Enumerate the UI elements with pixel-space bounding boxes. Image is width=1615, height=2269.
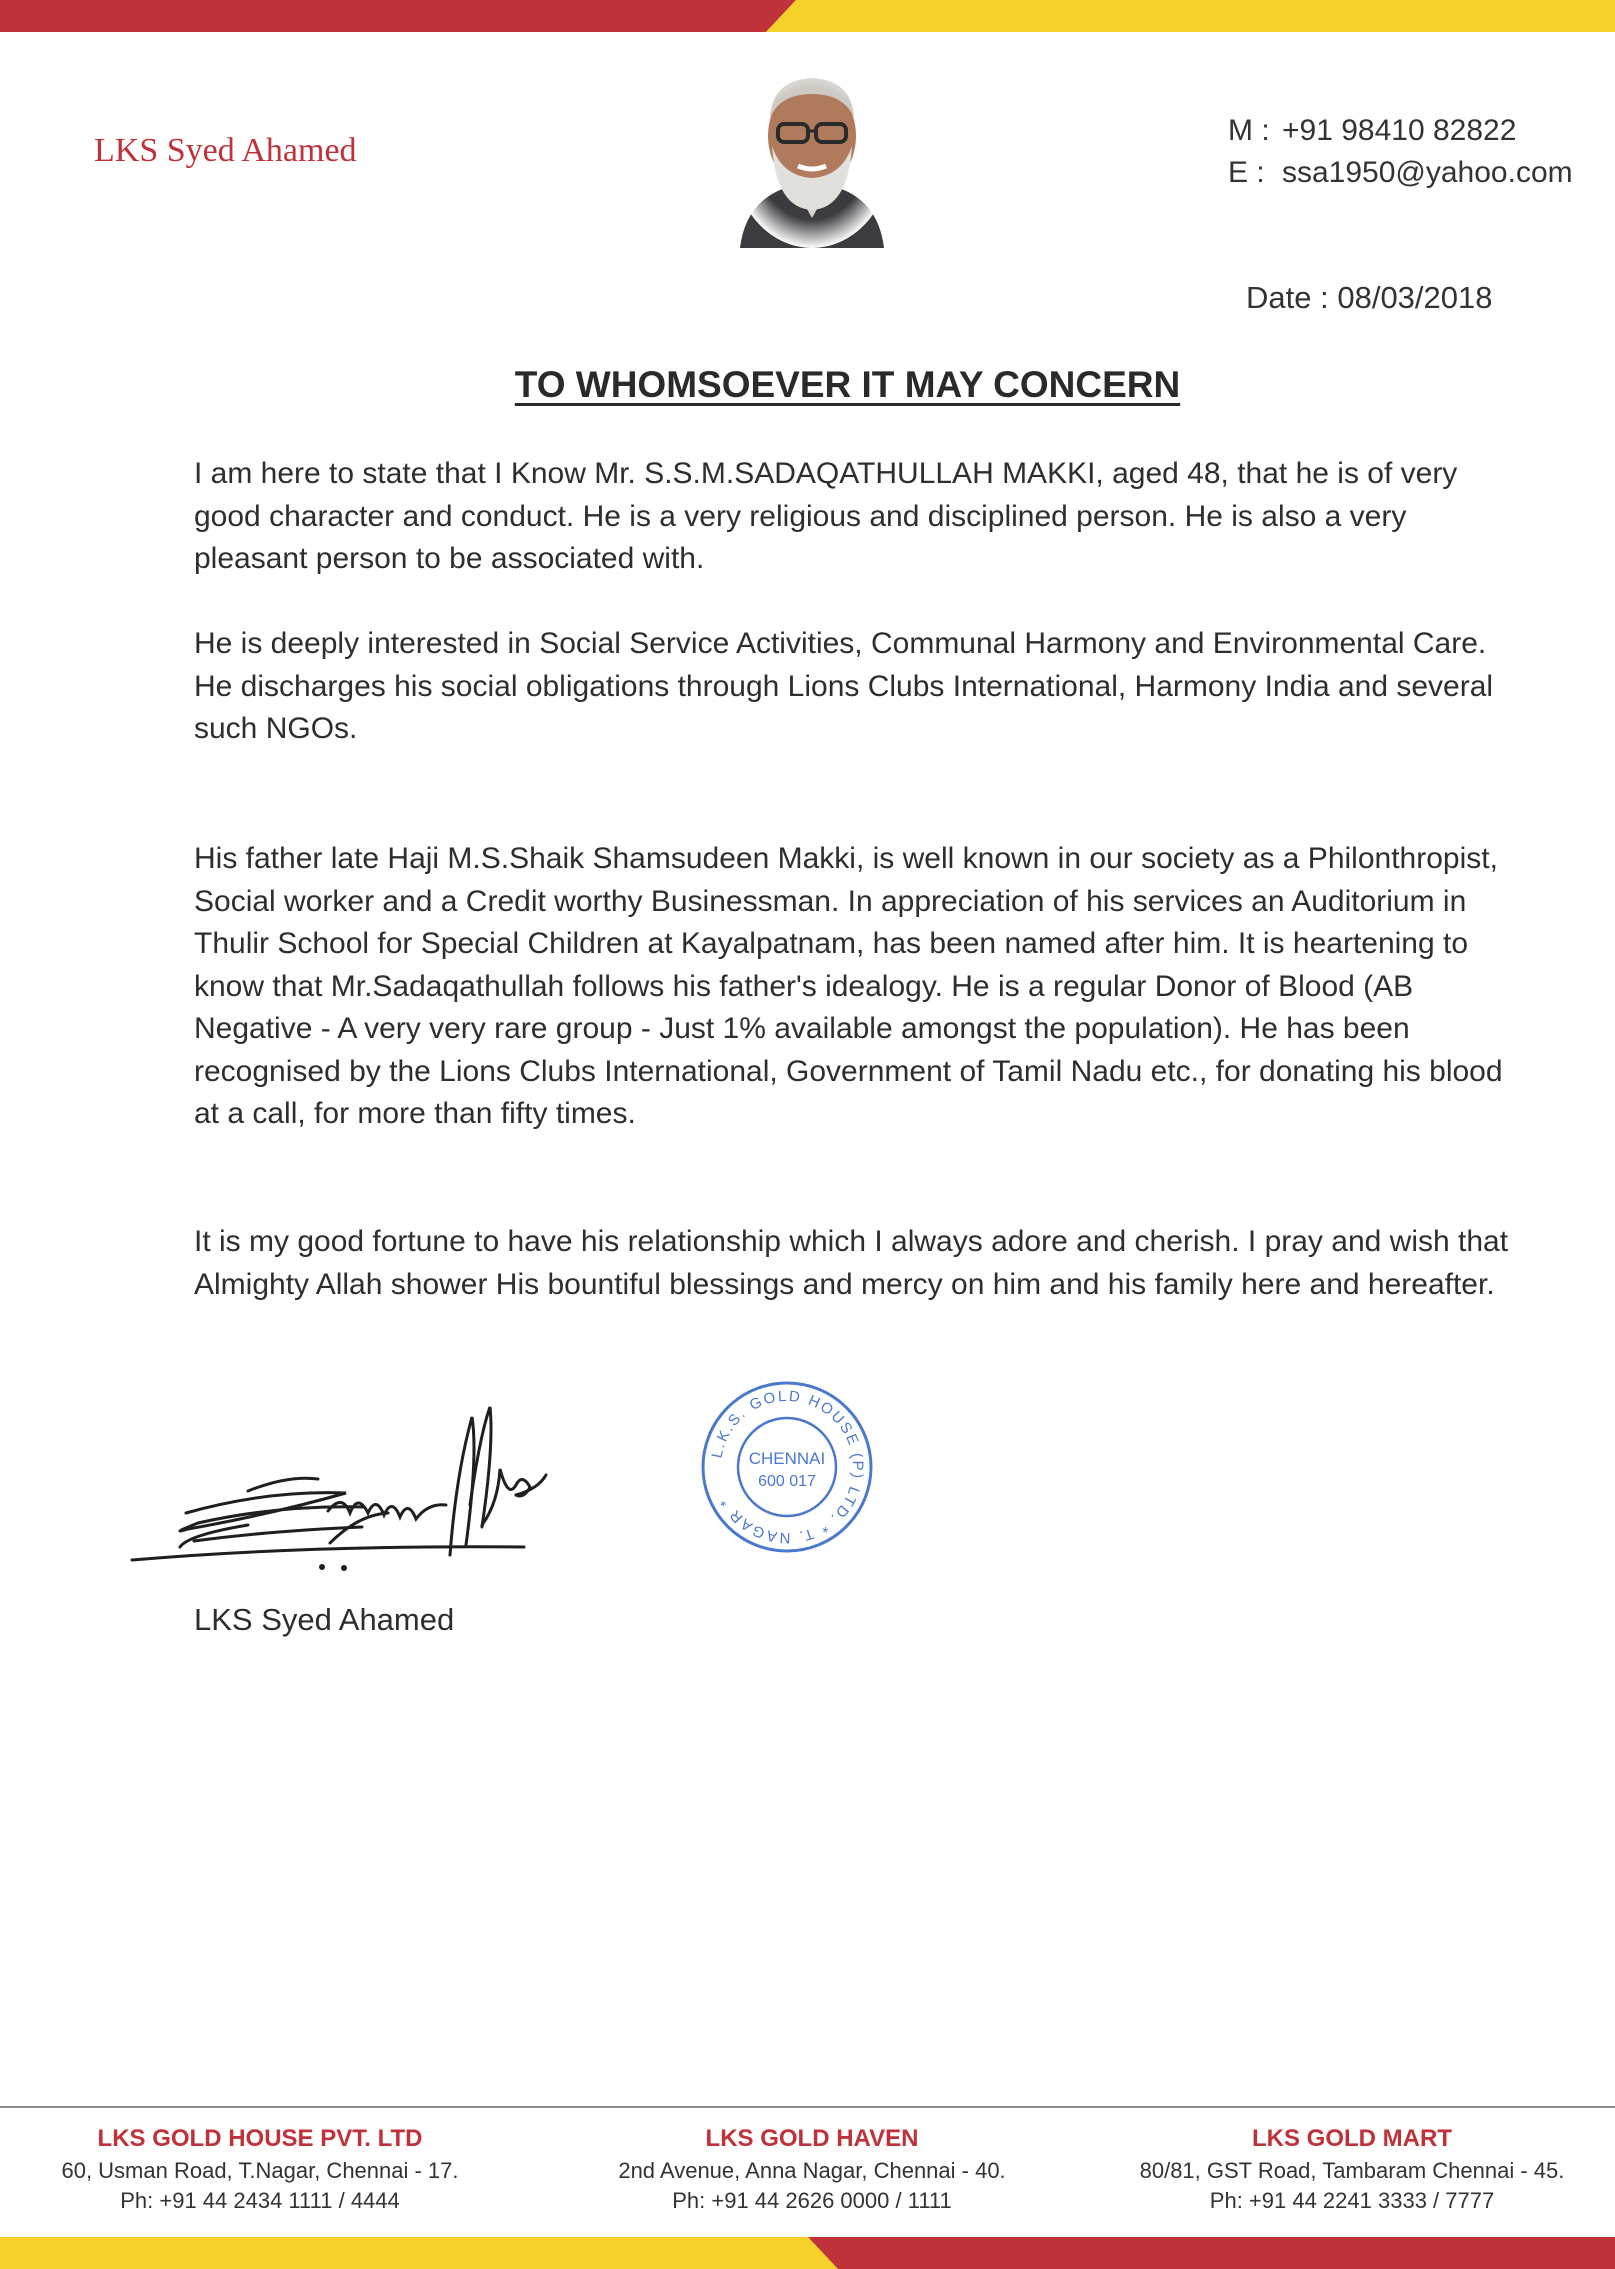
branch-name: LKS GOLD HOUSE PVT. LTD: [97, 2125, 423, 2152]
stamp-ring-text: L.K.S. GOLD HOUSE (P) LTD. * T. NAGAR *: [708, 1387, 867, 1547]
branch-phone: Ph: +91 44 2434 1111 / 4444: [120, 2188, 400, 2213]
branch-phone: Ph: +91 44 2626 0000 / 1111: [672, 2188, 952, 2213]
letter-heading: [0, 364, 1615, 406]
contact-block: [1228, 110, 1573, 194]
letterhead-name: LKS Syed Ahamed: [94, 132, 357, 169]
paragraph-social-service: He is deeply interested in Social Service Activities, Communal Harmony and Environmental Care. He discharges his social obligations through Lions Clubs International, Harmony India and several such NGOs.: [194, 627, 1494, 745]
email-address[interactable]: ssa1950@yahoo.com: [1282, 156, 1573, 189]
branch-name: LKS GOLD MART: [1252, 2125, 1452, 2152]
footer-branch-gold-mart: [1092, 2122, 1612, 2216]
letter-date: [1246, 280, 1493, 316]
portrait-photo: [732, 58, 892, 248]
top-color-band: [0, 0, 1615, 32]
email-line: [1228, 152, 1573, 194]
bottom-color-band: [0, 2237, 1615, 2269]
paragraph-father: His father late Haji M.S.Shaik Shamsudeen Makki, is well known in our society as a Philonthropist, Social worker and a Credit worthy Businessman. In appreciation of his services an Auditorium in Thulir School for Special Children at Kayalpatnam, has been named after him. It is heartening to know that Mr.Sadaqathullah follows his father's idealogy. He is a regular Donor of Blood (AB Negative - A very very rare group - Just 1% available amongst the population). He has been recognised by the Lions Clubs International, Government of Tamil Nadu etc., for donating his blood at a call, for more than fifty times.: [194, 842, 1503, 1130]
stamp-city: CHENNAI: [748, 1449, 826, 1468]
date-value: 08/03/2018: [1337, 280, 1493, 315]
handwritten-signature: [128, 1395, 618, 1580]
email-label: E :: [1228, 156, 1265, 189]
branch-address: 60, Usman Road, T.Nagar, Chennai - 17.: [61, 2158, 459, 2183]
footer-branch-gold-haven: [552, 2122, 1072, 2216]
paragraph-character: I am here to state that I Know Mr. S.S.M.SADAQATHULLAH MAKKI, aged 48, that he is of very good character and conduct. He is a very religious and disciplined person. He is also a very pleasant person to be associated with.: [194, 457, 1458, 575]
branch-phone: Ph: +91 44 2241 3333 / 7777: [1209, 2188, 1495, 2213]
date-label: Date :: [1246, 280, 1329, 315]
branch-address: 80/81, GST Road, Tambaram Chennai - 45.: [1139, 2158, 1565, 2183]
branch-address: 2nd Avenue, Anna Nagar, Chennai - 40.: [618, 2158, 1006, 2183]
mobile-number: +91 98410 82822: [1282, 114, 1517, 147]
stamp-pin: 600 017: [758, 1473, 816, 1490]
footer-branch-gold-house: [0, 2122, 520, 2216]
paragraph-blessing: It is my good fortune to have his relationship which I always adore and cherish. I pray and wish that Almighty Allah shower His bountiful blessings and mercy on him and his family here and hereafter.: [194, 1225, 1509, 1301]
heading-text: TO WHOMSOEVER IT MAY CONCERN: [514, 364, 1181, 405]
company-seal-stamp: [696, 1376, 878, 1558]
mobile-label: M :: [1228, 114, 1270, 147]
footer-divider: [0, 2106, 1615, 2108]
branch-name: LKS GOLD HAVEN: [705, 2125, 919, 2152]
mobile-line: [1228, 110, 1573, 152]
signer-name: LKS Syed Ahamed: [194, 1602, 455, 1637]
